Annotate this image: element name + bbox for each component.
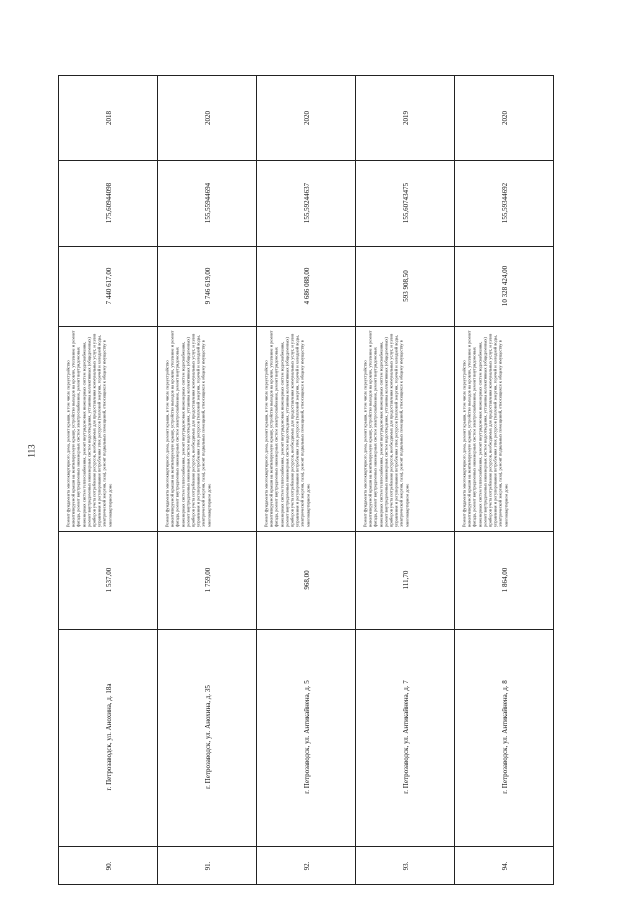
cost-cell: 10 328 424,00 <box>500 265 509 307</box>
address-cell: г. Петрозаводск, ул. Антикайнена, д. 7 <box>401 680 410 794</box>
year-cell: 2018 <box>104 111 113 125</box>
address-cell: г. Петрозаводск, ул. Анохина, д. 18а <box>104 683 113 791</box>
year-cell: 2020 <box>302 111 311 125</box>
cost-cell: 593 908,50 <box>401 270 410 302</box>
area-cell: 1 864,00 <box>500 567 509 593</box>
unit-cost-cell: 155,59244637 <box>302 182 311 224</box>
year-cell: 2020 <box>203 111 212 125</box>
row-number-cell: 94. <box>500 861 509 871</box>
column-divider <box>59 326 553 327</box>
row-divider <box>454 76 455 884</box>
works-description-cell: Ремонт фундамента многоквартирного дома, ремонт крыши, в том числе переустройство невентилируемой крыши на вентилируемую крышу, устройство выходов на кровлю, утепление и ремонт фасада, ремонт внутридомовых инженерных систем электроснабжения, ремонт внутридомовых инженерных систем теплоснабжения, ремонт внутридомовых инженерных систем водоснабжения, ремонт внутридомовых инженерных систем водоотведения, установка коллективных (общедомовых) приборов учета потребления ресурсов, необходимых для предоставления коммунальных услуг, и узлов управления и регулирования потребления этих ресурсов (тепловой энергии, горячей и холодной воды, электрической энергии, газа), ремонт подвальных помещений, относящихся к общему имуществу в многоквартирном доме <box>461 330 509 527</box>
year-cell: 2019 <box>401 111 410 125</box>
row-number-cell: 93. <box>401 861 410 871</box>
cost-cell: 4 686 088,00 <box>302 267 311 305</box>
area-cell: 111,70 <box>401 570 410 590</box>
area-cell: 968,00 <box>302 570 311 590</box>
row-number-cell: 92. <box>302 861 311 871</box>
cost-cell: 9 746 619,00 <box>203 267 212 305</box>
address-cell: г. Петрозаводск, ул. Анохина, д. 35 <box>203 685 212 789</box>
unit-cost-cell: 155,59344692 <box>500 182 509 224</box>
works-description-cell: Ремонт фундамента многоквартирного дома, ремонт крыши, в том числе переустройство невентилируемой крыши на вентилируемую крышу, устройство выходов на кровлю, утепление и ремонт фасада, ремонт внутридомовых инженерных систем электроснабжения, ремонт внутридомовых инженерных систем теплоснабжения, ремонт внутридомовых инженерных систем водоснабжения, ремонт внутридомовых инженерных систем водоотведения, установка коллективных (общедомовых) приборов учета потребления ресурсов, необходимых для предоставления коммунальных услуг, и узлов управления и регулирования потребления этих ресурсов (тепловой энергии, горячей и холодной воды, электрической энергии, газа), ремонт подвальных помещений, относящихся к общему имуществу в многоквартирном доме <box>65 330 113 527</box>
row-number-cell: 91. <box>203 861 212 871</box>
column-divider <box>59 246 553 247</box>
rotated-table <box>58 75 554 885</box>
area-cell: 1 537,00 <box>104 567 113 593</box>
area-cell: 1 759,00 <box>203 567 212 593</box>
column-divider <box>59 160 553 161</box>
works-description-cell: Ремонт фундамента многоквартирного дома, ремонт крыши, в том числе переустройство невентилируемой крыши на вентилируемую крышу, устройство выходов на кровлю, утепление и ремонт фасада, ремонт внутридомовых инженерных систем электроснабжения, ремонт внутридомовых инженерных систем теплоснабжения, ремонт внутридомовых инженерных систем водоснабжения, ремонт внутридомовых инженерных систем водоотведения, установка коллективных (общедомовых) приборов учета потребления ресурсов, необходимых для предоставления коммунальных услуг, и узлов управления и регулирования потребления этих ресурсов (тепловой энергии, горячей и холодной воды, электрической энергии, газа), ремонт подвальных помещений, относящихся к общему имуществу в многоквартирном доме <box>164 330 212 527</box>
year-cell: 2020 <box>500 111 509 125</box>
row-divider <box>355 76 356 884</box>
unit-cost-cell: 155,55944694 <box>203 182 212 224</box>
works-description-cell: Ремонт фундамента многоквартирного дома, ремонт крыши, в том числе переустройство невентилируемой крыши на вентилируемую крышу, устройство выходов на кровлю, утепление и ремонт фасада, ремонт внутридомовых инженерных систем электроснабжения, ремонт внутридомовых инженерных систем теплоснабжения, ремонт внутридомовых инженерных систем водоснабжения, ремонт внутридомовых инженерных систем водоотведения, установка коллективных (общедомовых) приборов учета потребления ресурсов, необходимых для предоставления коммунальных услуг, и узлов управления и регулирования потребления этих ресурсов (тепловой энергии, горячей и холодной воды, электрической энергии, газа), ремонт подвальных помещений, относящихся к общему имуществу в многоквартирном доме <box>362 330 410 527</box>
column-divider <box>59 629 553 630</box>
unit-cost-cell: 155,60743475 <box>401 182 410 224</box>
cost-cell: 7 440 617,00 <box>104 267 113 305</box>
works-description-cell: Ремонт фундамента многоквартирного дома, ремонт крыши, в том числе переустройство невентилируемой крыши на вентилируемую крышу, устройство выходов на кровлю, утепление и ремонт фасада, ремонт внутридомовых инженерных систем электроснабжения, ремонт внутридомовых инженерных систем теплоснабжения, ремонт внутридомовых инженерных систем водоснабжения, ремонт внутридомовых инженерных систем водоотведения, установка коллективных (общедомовых) приборов учета потребления ресурсов, необходимых для предоставления коммунальных услуг, и узлов управления и регулирования потребления этих ресурсов (тепловой энергии, горячей и холодной воды, электрической энергии, газа), ремонт подвальных помещений, относящихся к общему имуществу в многоквартирном доме <box>263 330 311 527</box>
column-divider <box>59 531 553 532</box>
address-cell: г. Петрозаводск, ул. Антикайнена, д. 8 <box>500 680 509 794</box>
row-divider <box>157 76 158 884</box>
page-number: 113 <box>26 444 37 458</box>
column-divider <box>59 846 553 847</box>
row-divider <box>256 76 257 884</box>
row-number-cell: 90. <box>104 861 113 871</box>
address-cell: г. Петрозаводск, ул. Антикайнена, д. 5 <box>302 680 311 794</box>
unit-cost-cell: 175,60944098 <box>104 182 113 224</box>
